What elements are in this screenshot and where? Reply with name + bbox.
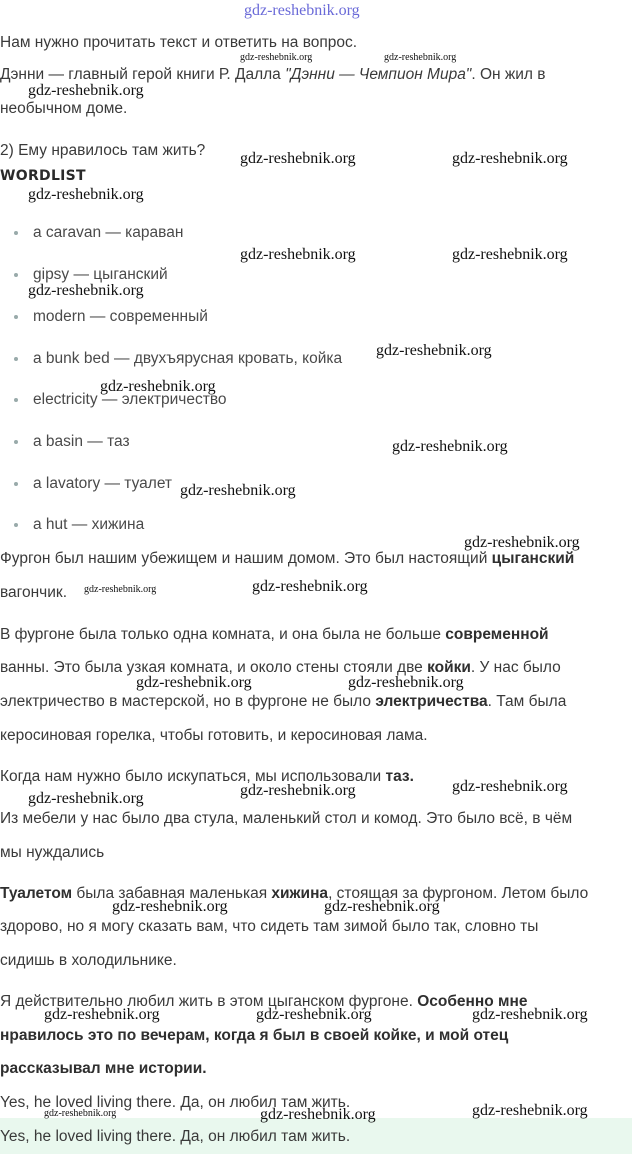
- watermark: gdz-reshebnik.org: [240, 52, 313, 63]
- watermark: gdz-reshebnik.org: [28, 282, 144, 299]
- question: 2) Ему нравилось там жить?: [0, 142, 206, 159]
- watermark: gdz-reshebnik.org: [136, 674, 252, 691]
- bullet-icon: [14, 315, 18, 319]
- intro-line-2: Дэнни — главный герой книги Р. Далла "Дэнни — Чемпион Мира". Он жил в: [0, 66, 546, 83]
- text-line: В фургоне была только одна комната, и она была не больше современной: [0, 626, 549, 643]
- watermark: gdz-reshebnik.org: [252, 578, 368, 595]
- text-line: Фургон был нашим убежищем и нашим домом. Это был настоящий цыганский: [0, 550, 575, 567]
- text-line: Туалетом была забавная маленькая хижина, стоящая за фургоном. Летом было: [0, 885, 589, 902]
- watermark: gdz-reshebnik.org: [28, 186, 144, 203]
- watermark: gdz-reshebnik.org: [464, 534, 580, 551]
- watermark: gdz-reshebnik.org: [256, 1006, 372, 1023]
- wordlist-item: a bunk bed — двухъярусная кровать, койка: [14, 350, 342, 368]
- watermark: gdz-reshebnik.org: [392, 438, 508, 455]
- answer-line: Yes, he loved living there. Да, он любил там жить.: [0, 1094, 351, 1111]
- text-line: сидишь в холодильнике.: [0, 952, 177, 969]
- watermark: gdz-reshebnik.org: [44, 1108, 117, 1119]
- watermark: gdz-reshebnik.org: [240, 782, 356, 799]
- text-line: вагончик.: [0, 584, 67, 601]
- intro-line-3: необычном доме.: [0, 100, 128, 117]
- text-line: Когда нам нужно было искупаться, мы использовали таз.: [0, 768, 414, 785]
- book-title: "Дэнни — Чемпион Мира": [285, 66, 472, 83]
- watermark: gdz-reshebnik.org: [260, 1106, 376, 1123]
- watermark: gdz-reshebnik.org: [28, 790, 144, 807]
- wordlist-item: a caravan — караван: [14, 224, 183, 242]
- watermark: gdz-reshebnik.org: [324, 898, 440, 915]
- bullet-icon: [14, 440, 18, 444]
- watermark: gdz-reshebnik.org: [472, 1006, 588, 1023]
- text-line: Из мебели у нас было два стула, маленький стол и комод. Это было всё, в чём: [0, 810, 573, 827]
- wordlist-item: a lavatory — туалет: [14, 475, 172, 493]
- watermark: gdz-reshebnik.org: [452, 246, 568, 263]
- wordlist-item: a basin — таз: [14, 433, 130, 451]
- bullet-icon: [14, 357, 18, 361]
- wordlist-item: a hut — хижина: [14, 516, 144, 534]
- watermark-top: gdz-reshebnik.org: [244, 2, 360, 19]
- text-line: здорово, но я могу сказать вам, что сидеть там зимой было так, словно ты: [0, 918, 539, 935]
- watermark: gdz-reshebnik.org: [100, 378, 216, 395]
- wordlist-item: modern — современный: [14, 308, 208, 326]
- wordlist-item: electricity — электричество: [14, 391, 227, 409]
- bullet-icon: [14, 398, 18, 402]
- answer-box-text: Yes, he loved living there. Да, он любил там жить.: [0, 1128, 351, 1145]
- text-line: керосиновая горелка, чтобы готовить, и керосиновая лама.: [0, 727, 428, 744]
- bullet-icon: [14, 273, 18, 277]
- watermark: gdz-reshebnik.org: [452, 778, 568, 795]
- watermark: gdz-reshebnik.org: [348, 674, 464, 691]
- text-line: рассказывал мне истории.: [0, 1060, 207, 1077]
- watermark: gdz-reshebnik.org: [240, 150, 356, 167]
- bullet-icon: [14, 523, 18, 527]
- bullet-icon: [14, 231, 18, 235]
- text-line: Я действительно любил жить в этом цыганском фургоне. Особенно мне: [0, 993, 528, 1010]
- intro-line-1: Нам нужно прочитать текст и ответить на вопрос.: [0, 34, 358, 51]
- watermark: gdz-reshebnik.org: [84, 584, 157, 595]
- text-line: электричество в мастерской, но в фургоне не было электричества. Там была: [0, 693, 567, 710]
- watermark: gdz-reshebnik.org: [44, 1006, 160, 1023]
- watermark: gdz-reshebnik.org: [180, 482, 296, 499]
- watermark: gdz-reshebnik.org: [240, 246, 356, 263]
- text-line: ванны. Это была узкая комната, и около стены стояли две койки. У нас было: [0, 659, 561, 676]
- watermark: gdz-reshebnik.org: [376, 342, 492, 359]
- wordlist-item: gipsy — цыганский: [14, 266, 168, 284]
- watermark: gdz-reshebnik.org: [112, 898, 228, 915]
- text-line: мы нуждались: [0, 844, 105, 861]
- bullet-icon: [14, 482, 18, 486]
- watermark: gdz-reshebnik.org: [452, 150, 568, 167]
- watermark: gdz-reshebnik.org: [28, 82, 144, 99]
- watermark: gdz-reshebnik.org: [472, 1102, 588, 1119]
- text-line: нравилось это по вечерам, когда я был в своей койке, и мой отец: [0, 1027, 509, 1044]
- watermark: gdz-reshebnik.org: [384, 52, 457, 63]
- wordlist-heading: WORDLIST: [0, 168, 86, 184]
